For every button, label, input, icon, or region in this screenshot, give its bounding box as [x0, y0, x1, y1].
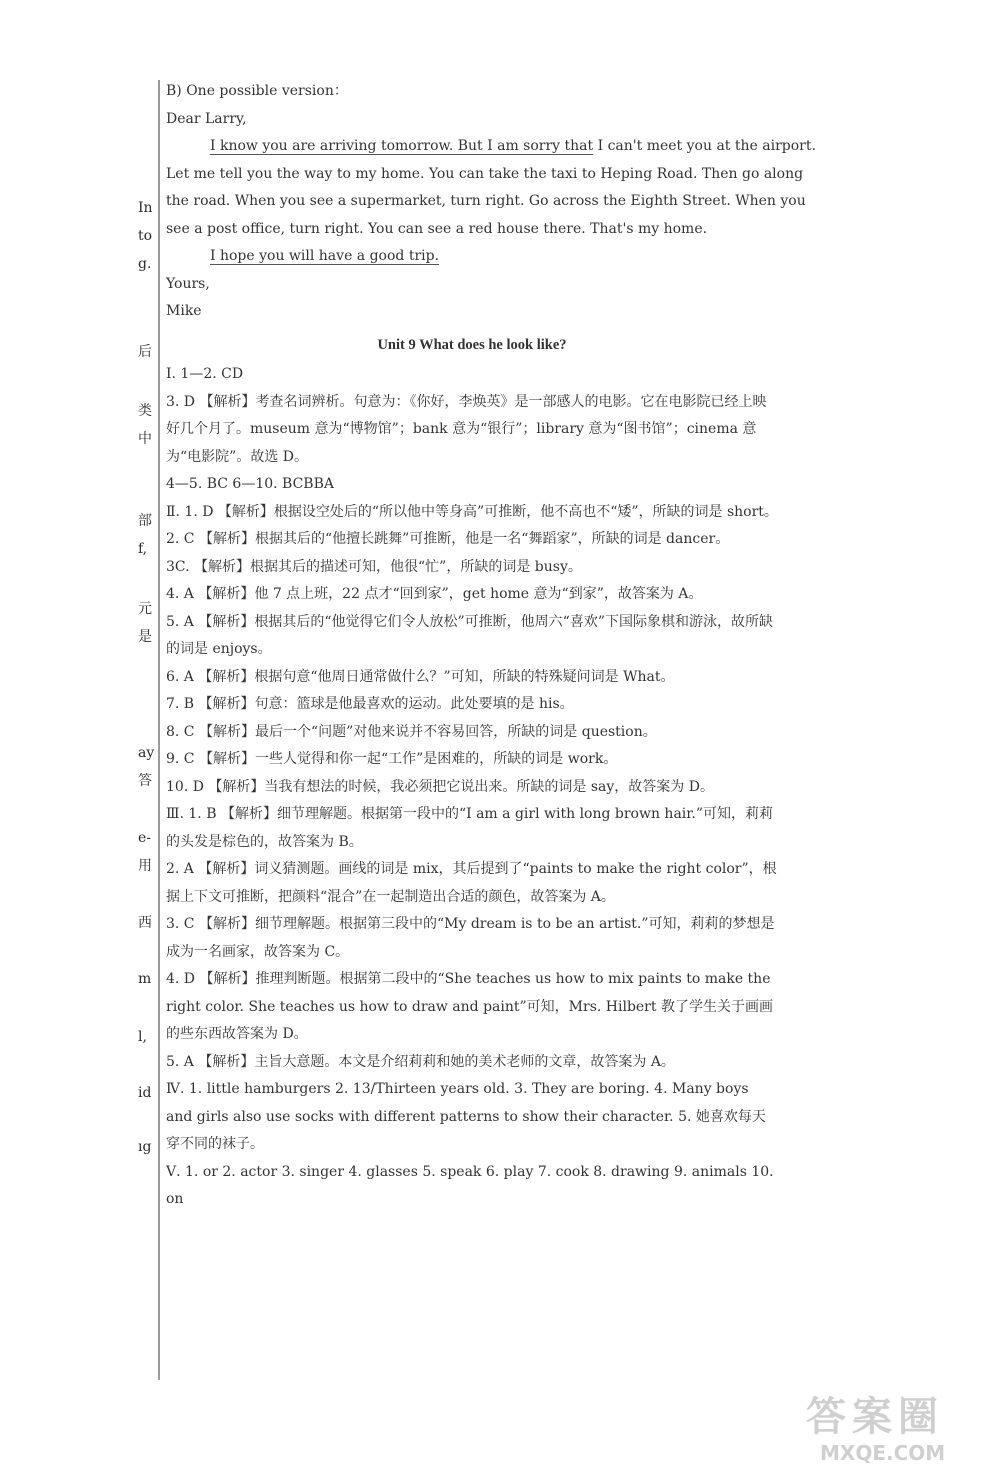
- watermark-url: MXQE.COM: [820, 1441, 946, 1465]
- margin-fragment: e-: [138, 830, 152, 846]
- answer-s1-b: 3. D 【解析】考查名词辨析。句意为：《你好，李焕英》是一部感人的电影。它在电影院已经上映好几个月了。museum 意为“博物馆”；bank 意为“银行”；library 意为“图书馆”；cinema 意为“电影院”。故选 D。: [166, 393, 767, 465]
- watermark-logo: [806, 1395, 996, 1467]
- answer-s3-5: 5. A 【解析】主旨大意题。本文是介绍莉莉和她的美术老师的文章，故答案为 A。: [166, 1053, 675, 1070]
- margin-fragment: l,: [138, 1029, 147, 1045]
- answer-s3-3: 3. C 【解析】细节理解题。根据第三段中的“My dream is to be an artist.”可知，莉莉的梦想是成为一名画家，故答案为 C。: [166, 916, 775, 960]
- margin-fragment: to: [138, 228, 153, 244]
- margin-fragment: 后: [138, 344, 152, 360]
- letter-paragraph-2: [166, 243, 778, 271]
- answer-s3-1: Ⅲ. 1. B 【解析】细节理解题。根据第一段中的“I am a girl with long brown hair.”可知，莉莉的头发是棕色的，故答案为 B。: [166, 806, 774, 850]
- letter-text: I can't meet you at the airport.: [593, 138, 816, 154]
- margin-fragment: m: [138, 971, 152, 987]
- answer-key-column: [166, 78, 816, 1214]
- answer-s1-c: 4—5. BC 6—10. BCBBA: [166, 476, 334, 492]
- answer-s2-3: 3C. 【解析】根据其后的描述可知，他很“忙”，所缺的词是 busy。: [166, 558, 582, 575]
- watermark-title: 答案圈: [806, 1394, 944, 1440]
- margin-fragment: ıg: [138, 1139, 152, 1155]
- letter-paragraph-1-line-2: Let me tell you the way to my home. You can take the taxi to Heping Road. Then go along: [166, 165, 804, 182]
- margin-fragment: 元: [138, 601, 152, 617]
- letter-closing: Yours,: [166, 275, 210, 292]
- left-margin-fragments: [138, 0, 162, 1471]
- margin-fragment: 用: [138, 858, 152, 874]
- margin-fragment: ay: [138, 745, 155, 761]
- answer-s2-10: 10. D 【解析】当我有想法的时候，我必须把它说出来。所缺的词是 say，故答案为 D。: [166, 778, 714, 795]
- answer-s5: Ⅴ. 1. or 2. actor 3. singer 4. glasses 5. speak 6. play 7. cook 8. drawing 9. animals 10. on: [166, 1163, 774, 1207]
- margin-fragment: 西: [138, 915, 152, 931]
- answer-s2-1: Ⅱ. 1. D 【解析】根据设空处后的“所以他中等身高”可推断，他不高也不“矮”，所缺的词是 short。: [166, 503, 778, 520]
- letter-version-label: B) One possible version：: [166, 83, 348, 99]
- answer-s2-9: 9. C 【解析】一些人觉得和你一起“工作”是困难的，所缺的词是 work。: [166, 751, 618, 767]
- answer-s2-8: 8. C 【解析】最后一个“问题”对他来说并不容易回答，所缺的词是 question。: [166, 723, 657, 740]
- margin-fragment: 答: [138, 773, 152, 789]
- margin-fragment: f,: [138, 541, 148, 557]
- letter-greeting: Dear Larry,: [166, 110, 247, 127]
- answer-s2-6: 6. A 【解析】根据句意“他周日通常做什么？”可知，所缺的特殊疑问词是 What。: [166, 668, 675, 685]
- margin-fragment: In: [138, 200, 153, 216]
- letter-signature: Mike: [166, 303, 202, 319]
- letter-paragraph-1-line-4: see a post office, turn right. You can see a red house there. That's my home.: [166, 220, 708, 237]
- underlined-text: I hope you will have a good trip.: [210, 248, 440, 264]
- margin-fragment: 中: [138, 431, 152, 447]
- answer-s2-5: 5. A 【解析】根据其后的“他觉得它们令人放松”可推断，他周六“喜欢”下国际象棋和游泳，故所缺的词是 enjoys。: [166, 613, 773, 657]
- margin-fragment: 是: [138, 629, 152, 645]
- answer-s2-4: 4. A 【解析】他 7 点上班，22 点才“回到家”，get home 意为“到家”，故答案为 A。: [166, 586, 703, 602]
- margin-fragment: 类: [138, 403, 152, 419]
- answer-s4: Ⅳ. 1. little hamburgers 2. 13/Thirteen years old. 3. They are boring. 4. Many boys and girls also use socks with different patterns to show their character. 5. 她喜欢每天穿不同的袜子。: [166, 1081, 766, 1152]
- answer-s1-a: Ⅰ. 1—2. CD: [166, 366, 244, 382]
- unit-title: Unit 9 What does he look like?: [377, 336, 567, 353]
- margin-fragment: id: [138, 1085, 152, 1101]
- answer-s2-2: 2. C 【解析】根据其后的“他擅长跳舞”可推断，他是一名“舞蹈家”，所缺的词是 dancer。: [166, 531, 730, 547]
- answer-s3-2: 2. A 【解析】词义猜测题。画线的词是 mix，其后提到了“paints to make the right color”，根据上下文可推断，把颜料“混合”在一起制造出合适的颜色，故答案为 A。: [166, 861, 777, 905]
- letter-paragraph-1-line-3: the road. When you see a supermarket, turn right. Go across the Eighth Street. When you: [166, 193, 806, 209]
- answer-s3-4: 4. D 【解析】推理判断题。根据第二段中的“She teaches us how to mix paints to make the right color. She teaches us how to draw and paint”可知，Mrs. Hilbert 教了学生关于画画的些东西故答案为 D。: [166, 971, 773, 1042]
- underlined-text: I know you are arriving tomorrow. But I am sorry that: [210, 138, 594, 154]
- margin-fragment: g.: [138, 256, 152, 272]
- margin-fragment: 部: [138, 513, 152, 529]
- answer-s2-7: 7. B 【解析】句意：篮球是他最喜欢的运动。此处要填的是 his。: [166, 696, 574, 712]
- letter-paragraph-1-line-1: [166, 133, 816, 161]
